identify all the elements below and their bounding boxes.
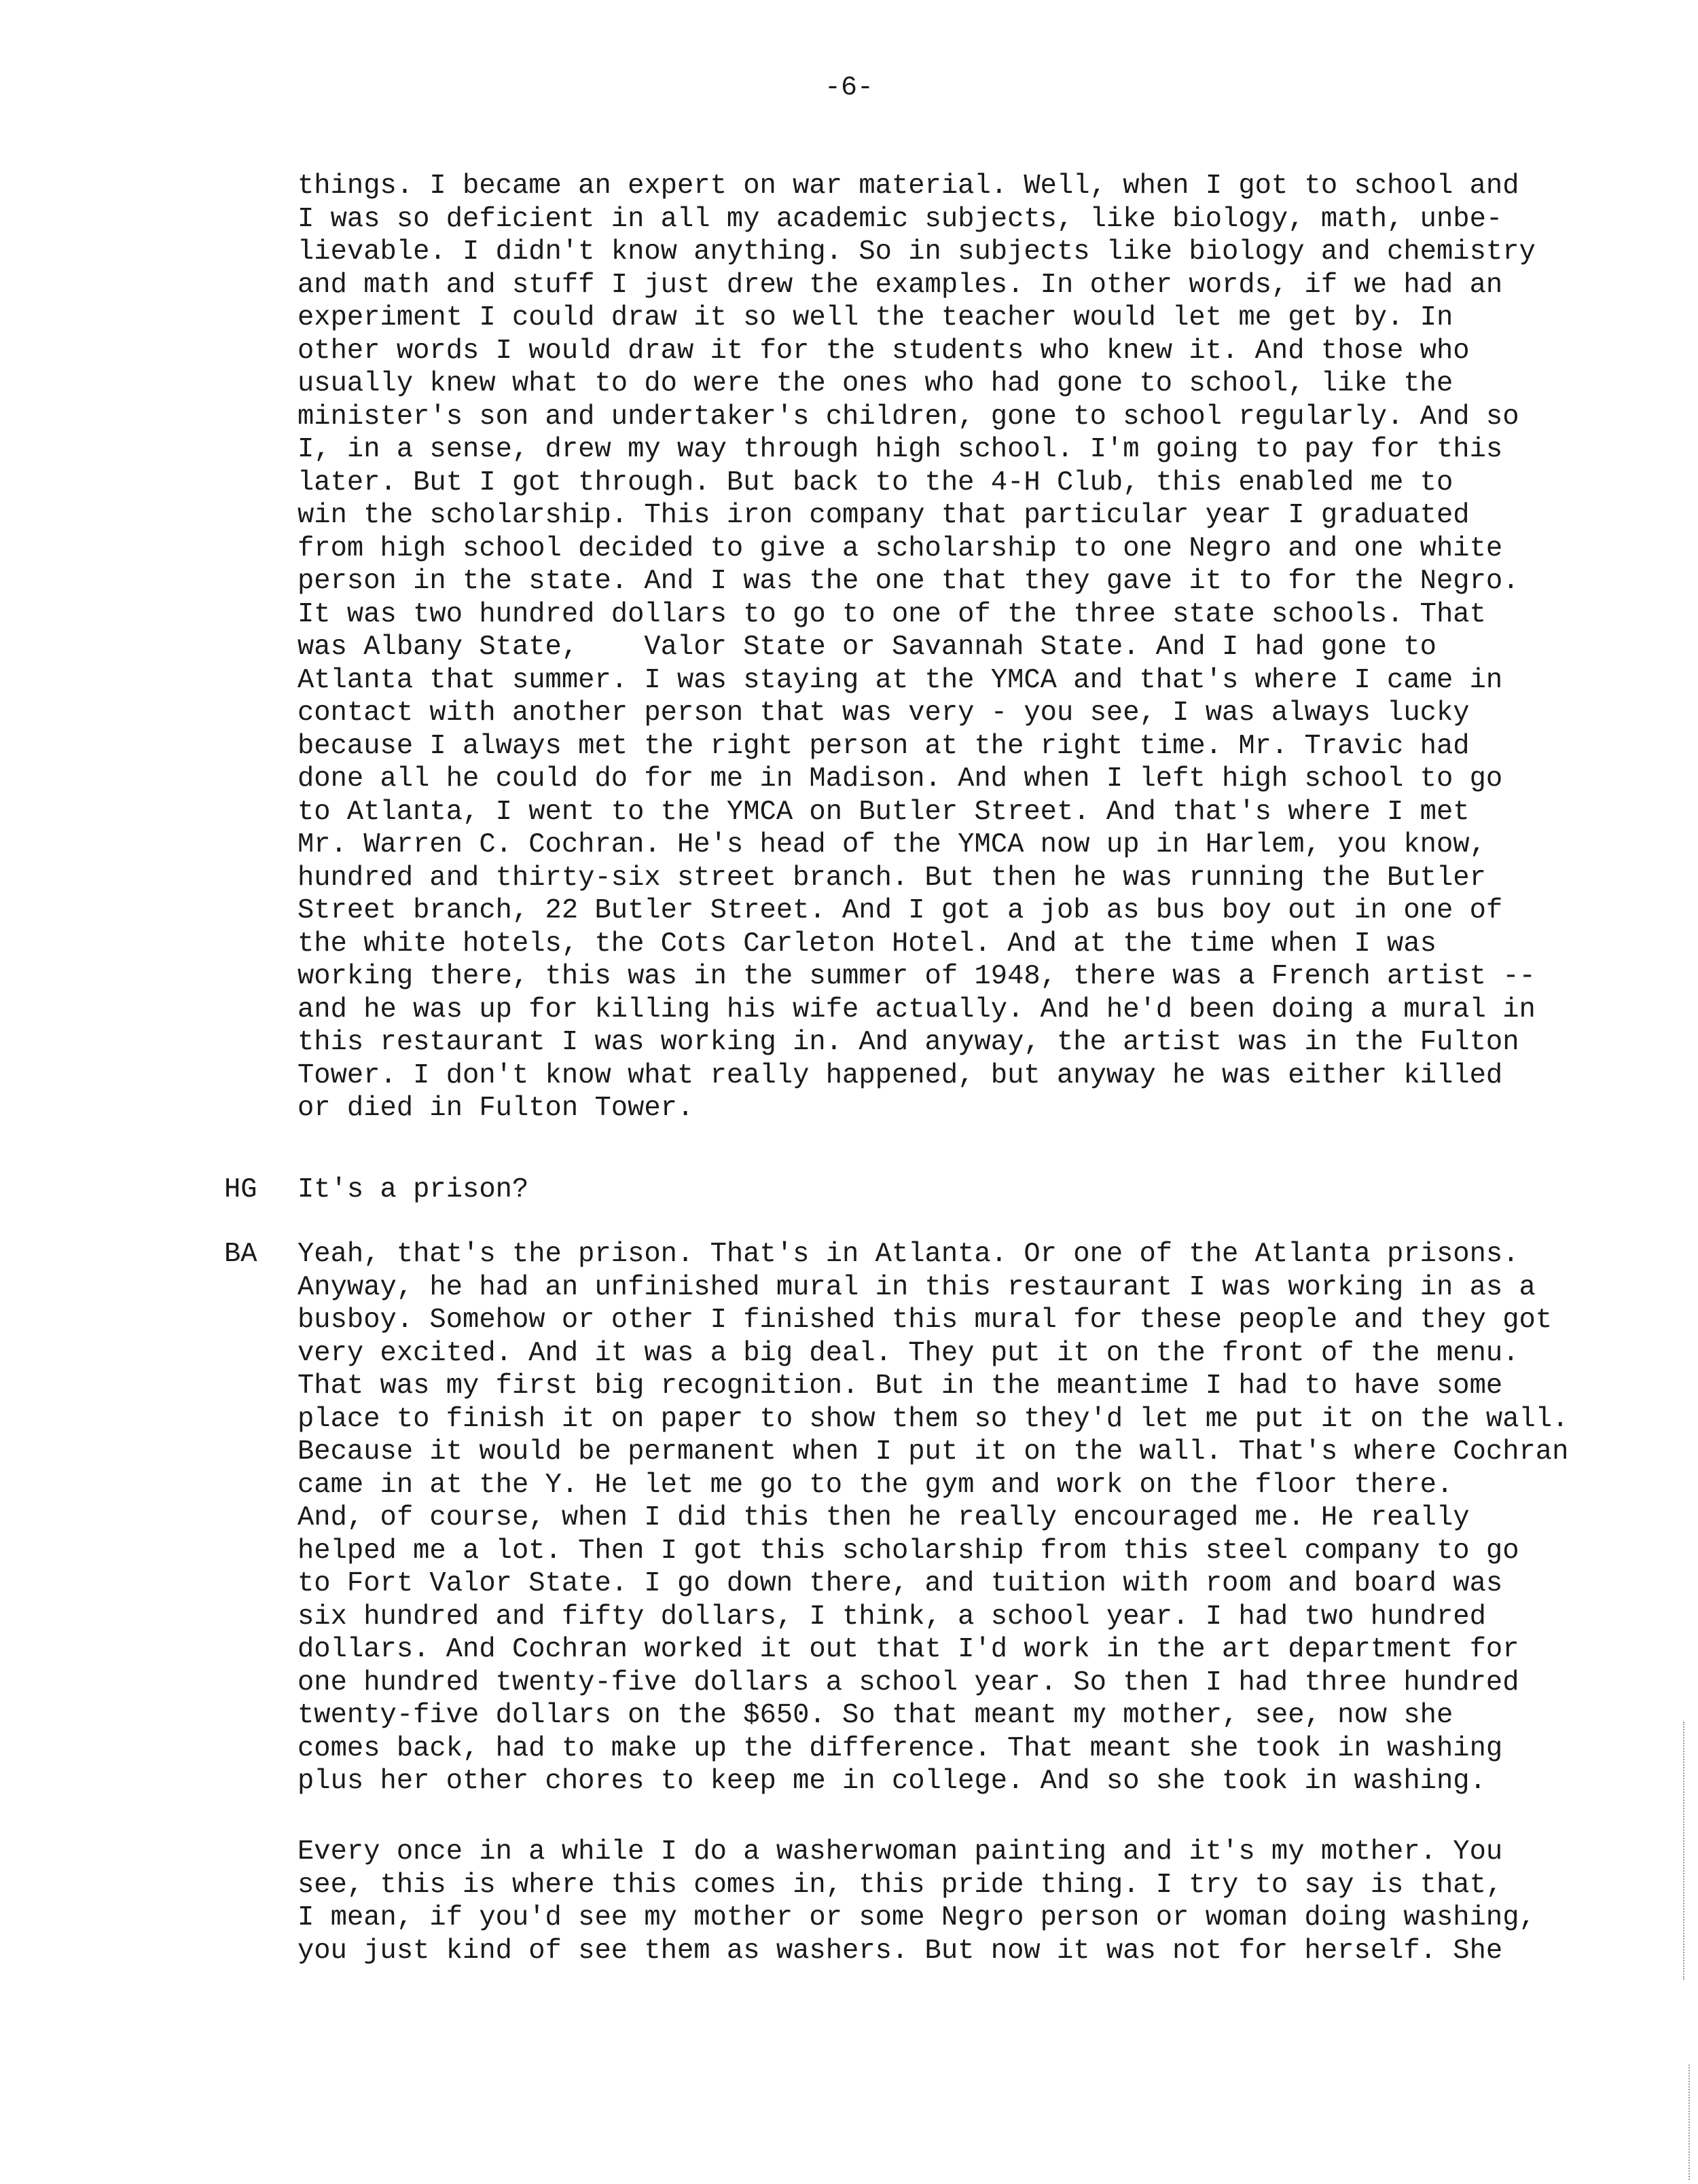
text-line: or died in Fulton Tower. — [297, 1093, 694, 1124]
text-line: I, in a sense, drew my way through high school. I'm going to pay for this — [297, 434, 1503, 465]
text-line: from high school decided to give a scholarship to one Negro and one white — [297, 532, 1503, 564]
text-line: six hundred and fifty dollars, I think, a school year. I had two hundred — [297, 1601, 1486, 1633]
text-line: place to finish it on paper to show them so they'd let me put it on the wall. — [297, 1403, 1569, 1435]
text-line: It's a prison? — [297, 1174, 529, 1205]
text-line: was Albany State, Valor State or Savannah State. And I had gone to — [297, 632, 1437, 663]
page-number: -6- — [824, 73, 873, 103]
text-line: person in the state. And I was the one that they gave it to for the Negro. — [297, 566, 1519, 597]
text-line: win the scholarship. This iron company that particular year I graduated — [297, 500, 1470, 531]
text-line: helped me a lot. Then I got this scholarship from this steel company to go — [297, 1535, 1519, 1567]
text-line: Mr. Warren C. Cochran. He's head of the YMCA now up in Harlem, you know, — [297, 829, 1486, 860]
text-line: very excited. And it was a big deal. They put it on the front of the menu. — [297, 1337, 1519, 1369]
text-line: and he was up for killing his wife actually. And he'd been doing a mural in — [297, 994, 1536, 1025]
text-line: and math and stuff I just drew the examples. In other words, if we had an — [297, 269, 1503, 301]
text-line: to Atlanta, I went to the YMCA on Butler Street. And that's where I met — [297, 796, 1470, 828]
speaker-label-ba: BA — [224, 1239, 257, 1270]
text-line: lievable. I didn't know anything. So in subjects like biology and chemistry — [297, 236, 1536, 268]
text-line: hundred and thirty-six street branch. But then he was running the Butler — [297, 862, 1486, 894]
text-line: Tower. I don't know what really happened, but anyway he was either killed — [297, 1059, 1503, 1091]
paragraph-narrative — [297, 1836, 1588, 1967]
text-line: usually knew what to do were the ones who had gone to school, like the — [297, 368, 1453, 399]
text-line: Anyway, he had an unfinished mural in this restaurant I was working in as a — [297, 1271, 1536, 1303]
text-line: you just kind of see them as washers. But now it was not for herself. She — [297, 1935, 1503, 1967]
text-line: to Fort Valor State. I go down there, and tuition with room and board was — [297, 1568, 1503, 1599]
text-line: twenty-five dollars on the $650. So that meant my mother, see, now she — [297, 1700, 1453, 1731]
text-line: contact with another person that was very - you see, I was always lucky — [297, 697, 1470, 729]
paragraph-narrative — [297, 170, 1588, 1125]
speaker-label-hg: HG — [224, 1174, 257, 1205]
text-line: one hundred twenty-five dollars a school year. So then I had three hundred — [297, 1667, 1519, 1698]
text-line: because I always met the right person at the right time. Mr. Travic had — [297, 730, 1470, 762]
text-line: I mean, if you'd see my mother or some Negro person or woman doing washing, — [297, 1902, 1536, 1933]
text-line: see, this is where this comes in, this pride thing. I try to say is that, — [297, 1869, 1503, 1901]
text-line: dollars. And Cochran worked it out that I'd work in the art department for — [297, 1634, 1519, 1665]
paragraph-hg — [297, 1173, 1588, 1207]
text-line: Every once in a while I do a washerwoman painting and it's my mother. You — [297, 1836, 1503, 1868]
text-line: That was my first big recognition. But in the meantime I had to have some — [297, 1370, 1503, 1402]
text-line: I was so deficient in all my academic subjects, like biology, math, unbe- — [297, 203, 1503, 235]
text-line: other words I would draw it for the students who knew it. And those who — [297, 335, 1470, 367]
text-line: done all he could do for me in Madison. And when I left high school to go — [297, 763, 1503, 795]
scan-margin-mark — [1683, 1722, 1684, 1980]
text-line: comes back, had to make up the difference. That meant she took in washing — [297, 1732, 1503, 1764]
text-line: working there, this was in the summer of 1948, there was a French artist -- — [297, 961, 1536, 992]
text-line: Because it would be permanent when I put it on the wall. That's where Cochran — [297, 1436, 1569, 1468]
text-line: plus her other chores to keep me in college. And so she took in washing. — [297, 1766, 1486, 1797]
text-line: the white hotels, the Cots Carleton Hotel. And at the time when I was — [297, 928, 1437, 960]
scan-margin-mark — [1688, 2064, 1690, 2180]
text-line: busboy. Somehow or other I finished this mural for these people and they got — [297, 1305, 1553, 1336]
text-line: Atlanta that summer. I was staying at the YMCA and that's where I came in — [297, 664, 1503, 696]
text-line: Yeah, that's the prison. That's in Atlanta. Or one of the Atlanta prisons. — [297, 1239, 1519, 1270]
text-line: came in at the Y. He let me go to the gym and work on the floor there. — [297, 1469, 1453, 1501]
text-line: It was two hundred dollars to go to one of the three state schools. That — [297, 598, 1486, 630]
text-line: things. I became an expert on war material. Well, when I got to school and — [297, 170, 1519, 202]
text-line: later. But I got through. But back to the 4-H Club, this enabled me to — [297, 467, 1453, 498]
text-line: this restaurant I was working in. And anyway, the artist was in the Fulton — [297, 1027, 1519, 1058]
text-line: minister's son and undertaker's children, gone to school regularly. And so — [297, 401, 1519, 433]
text-line: And, of course, when I did this then he really encouraged me. He really — [297, 1502, 1470, 1533]
paragraph-ba — [297, 1238, 1588, 1798]
text-line: Street branch, 22 Butler Street. And I got a job as bus boy out in one of — [297, 895, 1503, 926]
text-line: experiment I could draw it so well the teacher would let me get by. In — [297, 302, 1453, 333]
